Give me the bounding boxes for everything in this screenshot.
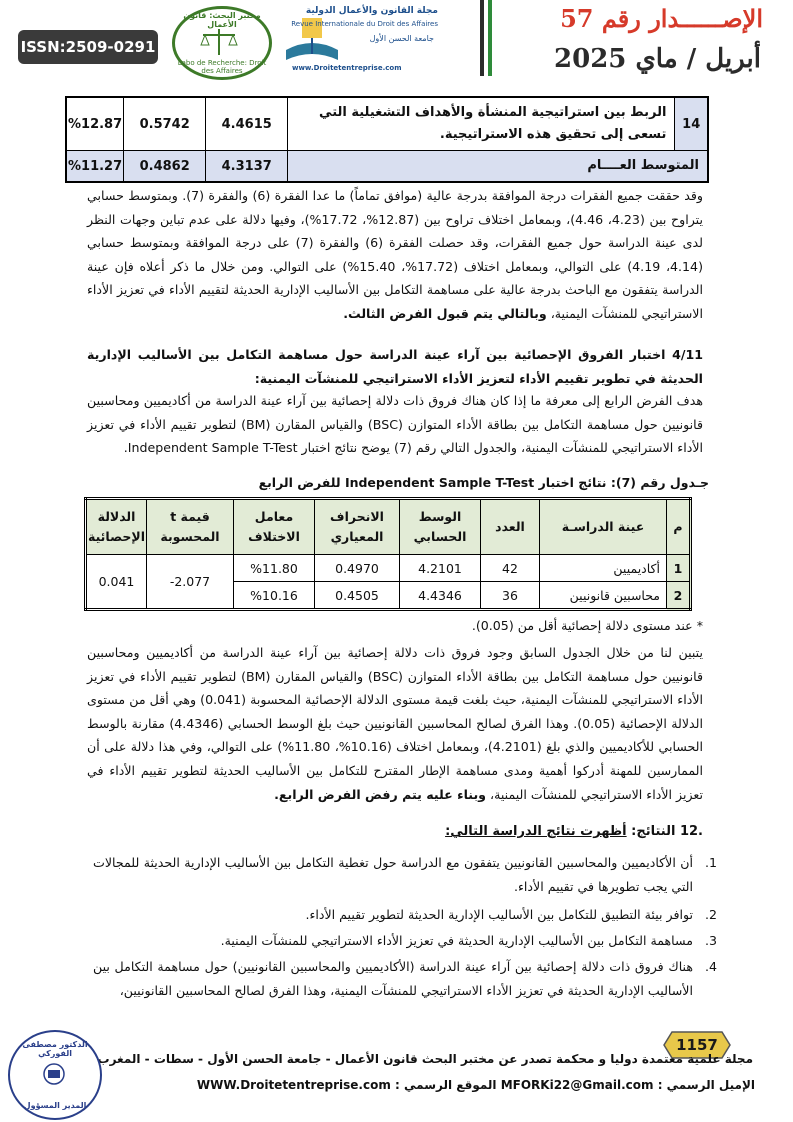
journal-subtitle: Revue Internationale du Droit des Affaires [291,20,438,28]
university-name: جامعة الحسن الأول [369,34,434,43]
col-count: العدد [481,499,540,555]
t-value: -2.077 [147,555,234,610]
paragraph-hypothesis4-result: يتبين لنا من خلال الجدول السابق وجود فروق ذات دلالة إحصائية بين آراء عينة الدراسة من أكاديميين ومحاسبين قانونيين حول مساهمة التكامل بين بطاقة الأداء المتوازن (BSC) والقياس المقارن (BM) لتطوير تقييم الأداء في تعزيز الأداء الاستراتيجي للمنشآت اليمنية، حيث بلغت قيمة مستوى الدلالة الإحصائية المحسوبة (0.041) وهي أقل من مستوى الدلالة الإحصائية (0.05). وهذا الفرق لصالح المحاسبين القانونيين حيث بلغ الوسط الحسابي (4.4346) مقارنة بالوسط الحسابي للأكاديميين والذي بلغ (4.2101)، وبمعامل اختلاف (10.16%، 11.80%) على التوالي، وفي هذا دلالة على أن الممارسين للمهنة أدركوا أهمية ومدى مساهمة الإطار المقترح للتكامل بين الأساليب الحديثة لتطوير تقييم الأداء في تعزيز الأداء الاستراتيجي للمنشآت اليمنية، وبناء عليه يتم رفض الفرض الرابع. [87,645,704,802]
book-icon [282,10,342,64]
list-item: 1. أن الأكاديميين والمحاسبين القانونيين يتفقون مع الدراسة حول تغطية التكامل بين الأساليب الإدارية الحديثة للمجالات التي يجب تطويرها في تقييم الأداء. [93,855,717,894]
row-index: 14 [675,97,708,151]
items-table [65,96,709,183]
average-label: المتوسط العــــام [288,151,708,183]
results-heading: .12 النتائج: أظهرت نتائج الدراسة التالي: [445,824,703,839]
stamp-emblem-icon [34,1062,74,1086]
row-cv: %12.87 [66,97,124,151]
table-row-average [66,151,708,183]
hypothesis3-conclusion: وبالتالي يتم قبول الفرض الثالث. [343,305,547,321]
issue-label: الإصــــــدار رقم 57 [560,4,763,33]
lab-seal: مختبر البحث: قانون الأعمال Labo de Recherche: Droit des Affaires [172,6,272,80]
table-row: 2 محاسبين قانونيين 36 4.4346 0.4505 %10.16 [86,582,691,610]
list-item: 4. هناك فروق ذات دلالة إحصائية بين آراء عينة الدراسة (الأكاديميين والمحاسبين القانونيين) حول مساهمة التكامل بين الأساليب الإدارية الحديثة في تعزيز الأداء الاستراتيجي للمنشآت اليمنية، وهذا الفرق لصالح المحاسبين القانونيين، [93,959,717,998]
col-sample: عينة الدراسـة [540,499,667,555]
paragraph-hypothesis3: وقد حققت جميع الفقرات درجة الموافقة بدرجة عالية (موافق تماماً) ما عدا الفقرة (6) والفقرة (7). وبمتوسط حسابي يتراوح بين (4.23، 4.46)، وبمعامل اختلاف تراوح بين (12.87%، 17.72%)، وفيها دلالة على عدم تباين وجهات النظر لدى عينة الدراسة حول جميع الفقرات، وقد حصلت الفقرة (6) والفقرة (7) على درجة الموافقة وبمتوسط حسابي (4.14، 4.19) على التوالي، وبمعامل اختلاف (17.72%، 15.40%) على التوالي. ومن خلال ما ذكر أعلاه فإن عينة الدراسة يتفقون مع الباحث بدرجة عالية على مساهمة التكامل بين الأساليب الإدارية الحديثة لتقييم الأداء في تعزيز الأداء الاستراتيجي للمنشآت اليمنية، وبالتالي يتم قبول الفرض الثالث. [87,188,703,321]
journal-logo [280,4,438,74]
footer-journal-line: مجلة علمية معتمدة دوليا و محكمة تصدر عن مختبر البحث قانون الأعمال - جامعة الحسن الأول - سطات - المغرب [97,1052,753,1066]
hypothesis4-conclusion: وبناء عليه يتم رفض الفرض الرابع. [274,786,487,802]
issn-badge: ISSN:2509-0291 [18,30,158,64]
row-sd: 0.5742 [124,97,206,151]
table7-title: جـدول رقم (7): نتائج اختبار Independent Sample T-Test للفرض الرابع [258,475,709,490]
table-row [66,97,708,151]
row-mean: 4.4615 [206,97,288,151]
col-num: م [667,499,691,555]
footer-site[interactable]: WWW.Droitetentreprise.com [196,1078,391,1092]
header-bars-decoration [478,0,496,76]
row-label: الربط بين استراتيجية المنشأة والأهداف التشغيلية التي تسعى إلى تحقيق هذه الاستراتيجية. [288,97,675,151]
footer-email[interactable]: MFORKi22@Gmail.com [500,1078,654,1092]
col-t: قيمة t المحسوبة [147,499,234,555]
scales-icon [199,27,239,57]
list-item: 2. توافر بيئة التطبيق للتكامل بين الأساليب الإدارية الحديثة لتطوير تقييم الأداء. [305,907,717,922]
col-sd: الانحراف المعياري [315,499,400,555]
table-row: 1 أكاديميين 42 4.2101 0.4970 %11.80 -2.077 0.041 [86,555,691,582]
average-sd: 0.4862 [124,151,206,183]
average-mean: 4.3137 [206,151,288,183]
journal-url: www.Droitetentreprise.com [292,64,402,72]
table7-note: * عند مستوى دلالة إحصائية أقل من (0.05). [471,618,703,633]
director-stamp: الدكتور مصطفى الفوركي المدير المسؤول [8,1030,102,1120]
col-sig: الدلالة الإحصائية [86,499,147,555]
ttest-table [84,497,692,611]
footer-contact-line: الإميل الرسمي : MFORKi22@Gmail.com الموقع الرسمي : WWW.Droitetentreprise.com [196,1078,755,1092]
average-cv: %11.27 [66,151,124,183]
sig-value: 0.041 [86,555,147,610]
page-number: 1157 [676,1036,718,1054]
journal-title: مجلة القانون والأعمال الدولية [305,6,438,16]
table-header-row [86,499,691,555]
issue-date: أبريل / ماي 2025 [554,44,761,74]
section-heading-4-11: 4/11 اختبار الفروق الإحصائية بين آراء عينة الدراسة حول مساهمة التكامل بين الأساليب الإدارية الحديثة في تطوير تقييم الأداء لتعزيز الأداء الاستراتيجي للمنشآت اليمنية: [87,347,703,386]
paragraph-hypothesis4-intro: هدف الفرض الرابع إلى معرفة ما إذا كان هناك فروق ذات دلالة إحصائية بين آراء عينة الدراسة من أكاديميين ومحاسبين قانونيين حول مساهمة التكامل بين بطاقة الأداء المتوازن (BSC) والقياس المقارن (BM) لتطوير تقييم الأداء في تعزيز الأداء الاستراتيجي للمنشآت اليمنية، والجدول التالي رقم (7) يوضح نتائج اختبار Independent Sample T-Test. [87,393,703,456]
col-cv: معامل الاختلاف [234,499,315,555]
col-mean: الوسط الحسابي [400,499,481,555]
list-item: 3. مساهمة التكامل بين الأساليب الإدارية الحديثة في تعزيز الأداء الاستراتيجي للمنشآت اليمنية. [220,933,717,948]
